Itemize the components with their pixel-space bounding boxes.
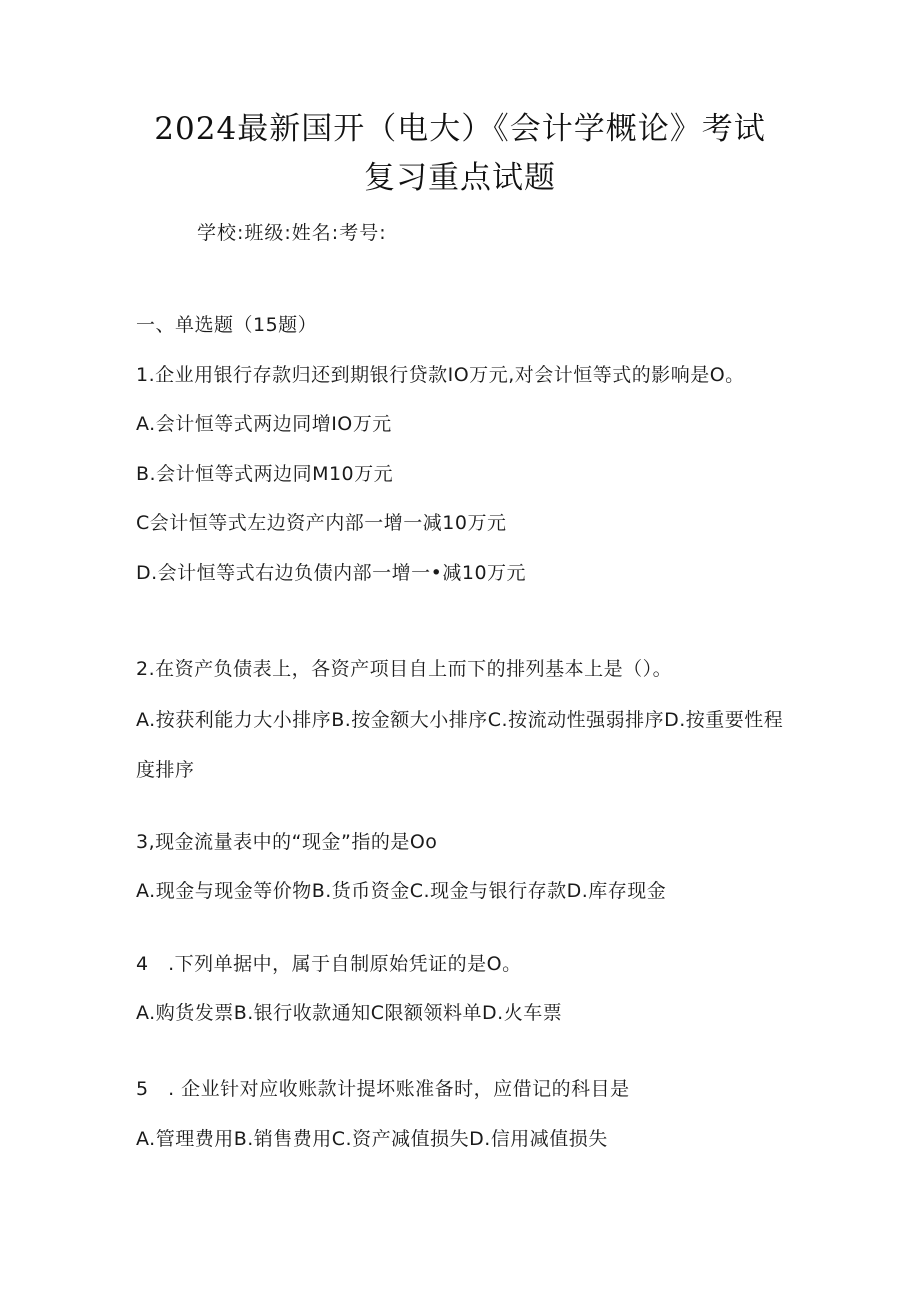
question-3-options: A.现金与现金等价物B.货币资金C.现金与银行存款D.库存现金: [136, 880, 667, 902]
question-3-stem: 3,现金流量表中的“现金”指的是Oo: [136, 831, 438, 853]
question-5-options: A.管理费用B.销售费用C.资产减值损失D.信用减值损失: [136, 1128, 608, 1150]
section-heading: 一、单选题（15题）: [136, 314, 318, 336]
student-info-line: 学校:班级:姓名:考号:: [197, 222, 387, 244]
question-1-option-a: A.会计恒等式两边同增IO万元: [136, 413, 392, 435]
document-title-line-2: 复习重点试题: [364, 160, 556, 196]
question-5-stem: 5 . 企业针对应收账款计提坏账准备时，应借记的科目是: [136, 1078, 630, 1100]
question-4-options: A.购货发票B.银行收款通知C限额领料单D.火车票: [136, 1002, 563, 1024]
question-2-options-continued: 度排序: [136, 759, 195, 781]
document-title-line-1: 2024最新国开（电大）《会计学概论》考试: [154, 111, 766, 147]
question-2-stem: 2.在资产负债表上，各资产项目自上而下的排列基本上是（）。: [136, 658, 673, 680]
question-1-option-b: B.会计恒等式两边同M10万元: [136, 463, 394, 485]
question-2-options: A.按获利能力大小排序B.按金额大小排序C.按流动性强弱排序D.按重要性程: [136, 709, 784, 731]
question-1-stem: 1.企业用银行存款归还到期银行贷款IO万元,对会计恒等式的影响是O。: [136, 364, 745, 386]
question-4-stem: 4 .下列单据中，属于自制原始凭证的是O。: [136, 953, 522, 975]
question-1-option-c: C会计恒等式左边资产内部一增一减10万元: [136, 512, 507, 534]
question-1-option-d: D.会计恒等式右边负债内部一增一•减10万元: [136, 562, 527, 584]
